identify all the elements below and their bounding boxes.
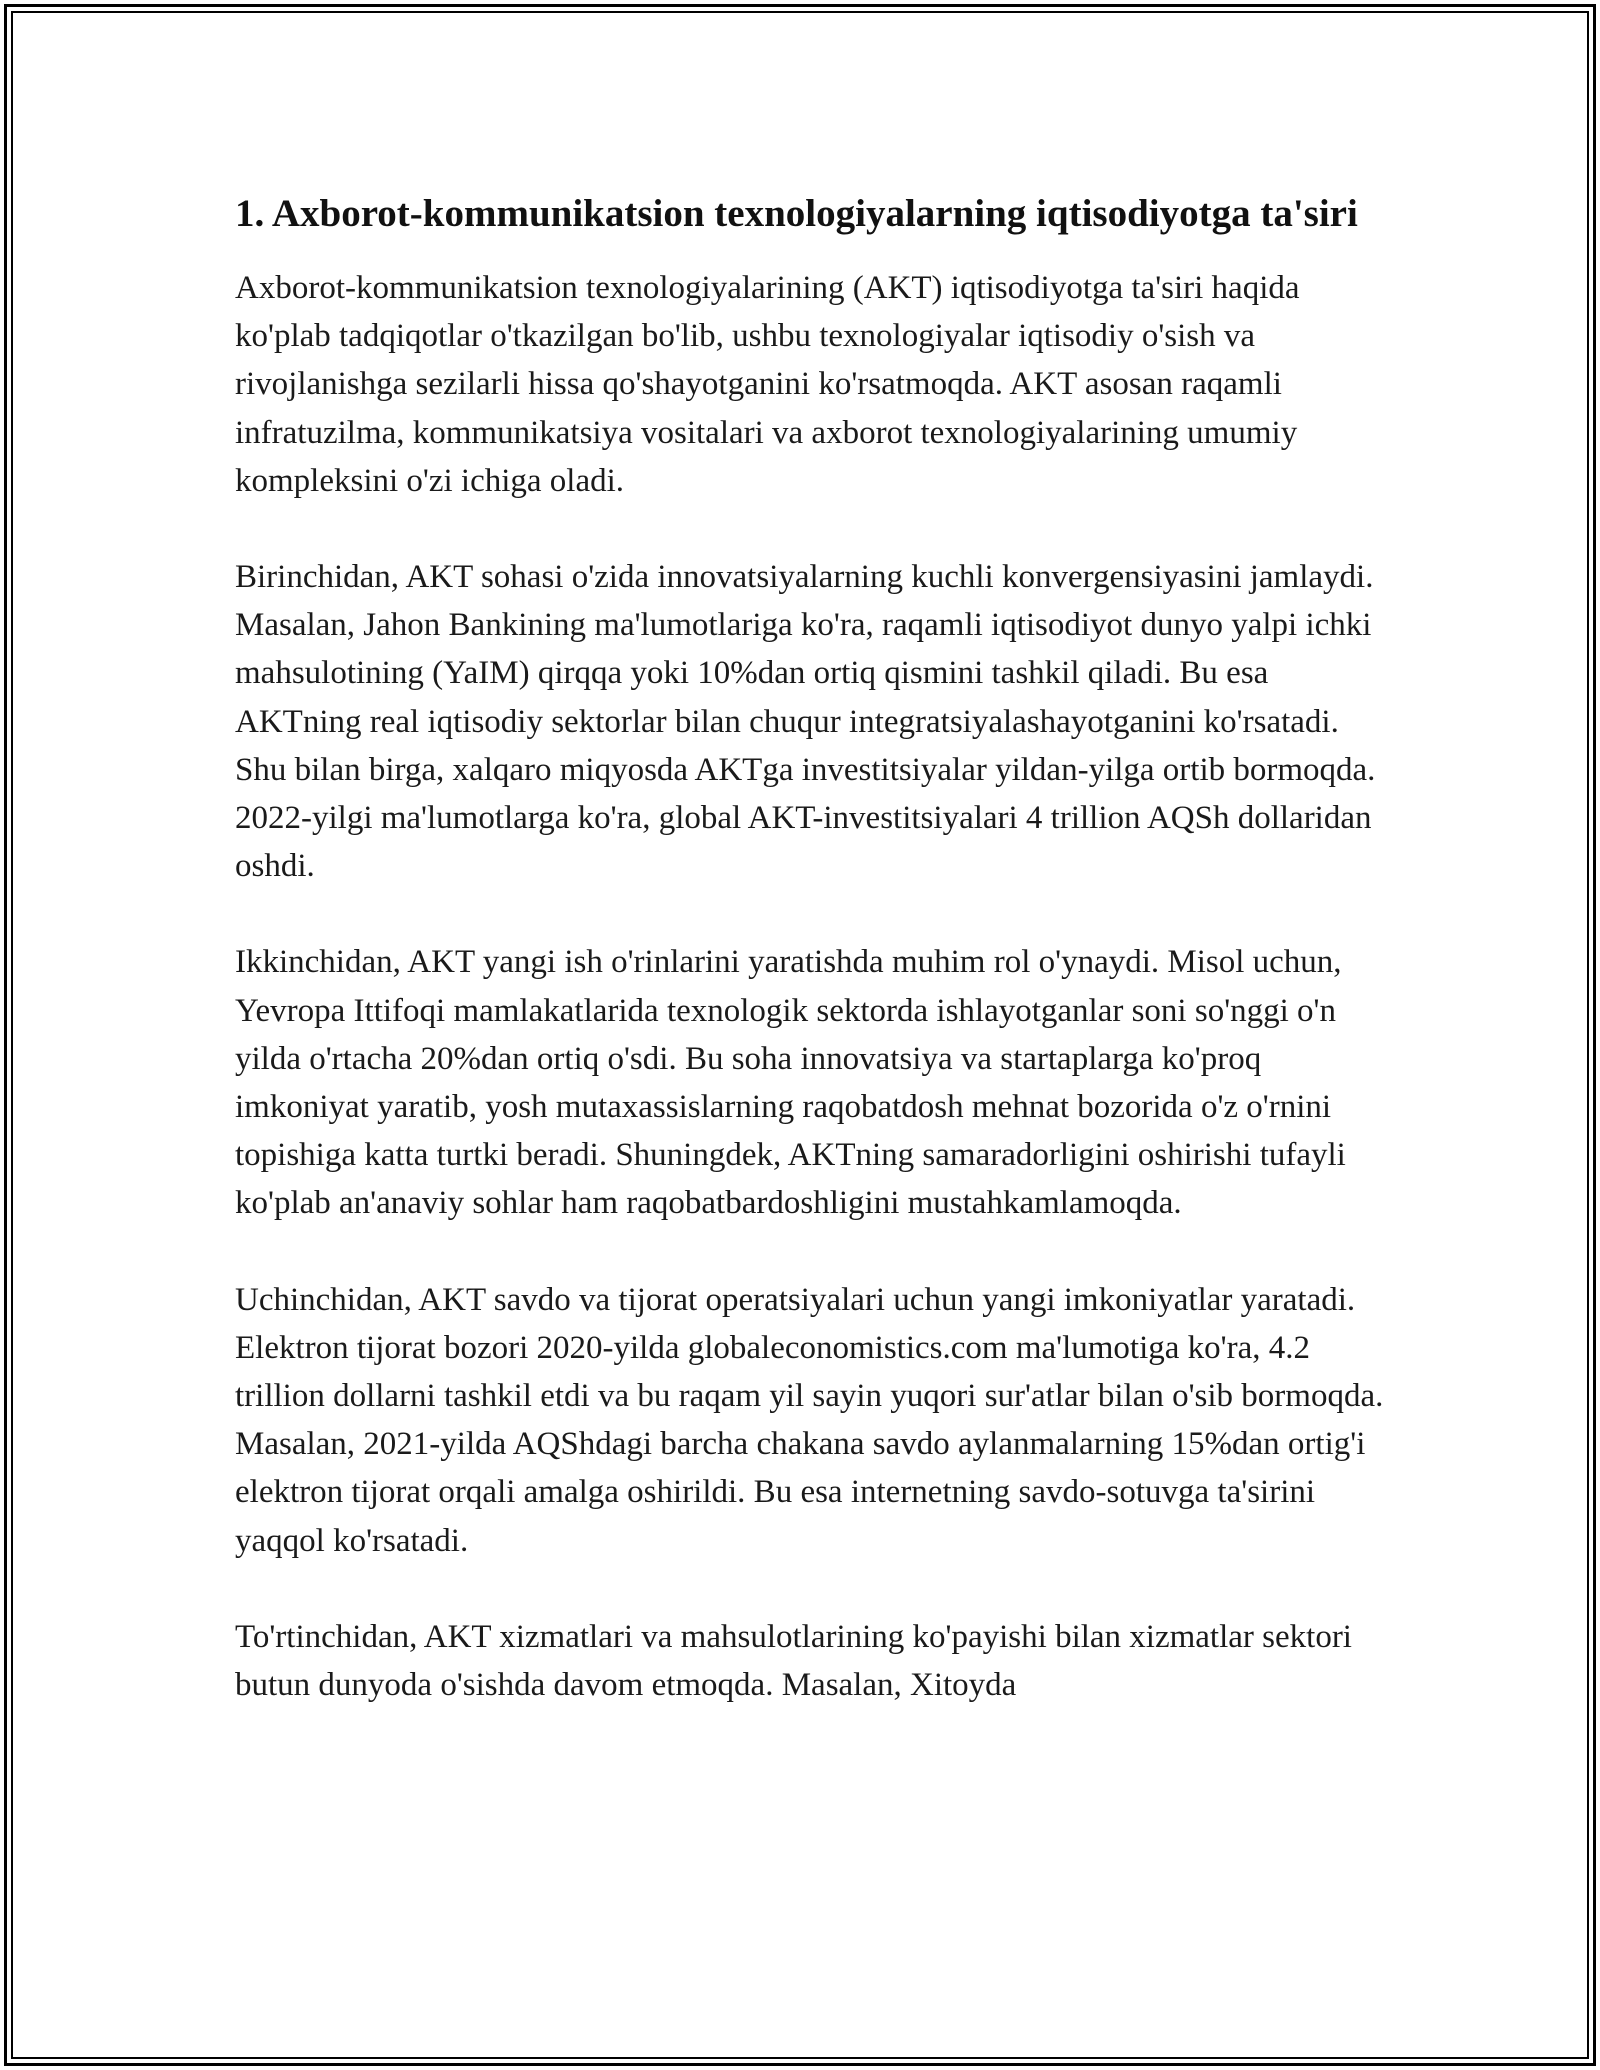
- paragraph-third-point: Uchinchidan, AKT savdo va tijorat operatsiyalari uchun yangi imkoniyatlar yaratadi. Elektron tijorat bozori 2020-yilda globaleconomistics.com ma'lumotiga ko'ra, 4.2 trillion dollarni tashkil etdi va bu raqam yil sayin yuqori sur'atlar bilan o'sib bormoqda. Masalan, 2021-yilda AQShdagi barcha chakana savdo aylanmalarning 15%dan ortig'i elektron tijorat orqali amalga oshirildi. Bu esa internetning savdo-sotuvga ta'sirini yaqqol ko'rsatadi.: [235, 1281, 1384, 1559]
- paragraph-first-point: Birinchidan, AKT sohasi o'zida innovatsiyalarning kuchli konvergensiyasini jamlaydi. Masalan, Jahon Bankining ma'lumotlariga ko'ra, raqamli iqtisodiyot dunyo yalpi ichki mahsulotining (YaIM) qirqqa yoki 10%dan ortiq qismini tashkil qiladi. Bu esa AKTning real iqtisodiy sektorlar bilan chuqur integratsiyalashayotganini ko'rsatadi. Shu bilan birga, xalqaro miqyosda AKTga investitsiyalar yildan-yilga ortib bormoqda. 2022-yilgi ma'lumotlarga ko'ra, global AKT-investitsiyalari 4 trillion AQSh dollaridan oshdi.: [235, 559, 1376, 885]
- document-body: [235, 186, 1385, 1757]
- paragraph-fourth-point: To'rtinchidan, AKT xizmatlari va mahsulotlarining ko'payishi bilan xizmatlar sektori butun dunyoda o'sishda davom etmoqda. Masalan, Xitoyda: [235, 1618, 1352, 1704]
- paragraph-second-point: Ikkinchidan, AKT yangi ish o'rinlarini yaratishda muhim rol o'ynaydi. Misol uchun, Yevropa Ittifoqi mamlakatlarida texnologik sektorda ishlayotganlar soni so'nggi o'n yilda o'rtacha 20%dan ortiq o'sdi. Bu soha innovatsiya va startaplarga ko'proq imkoniyat yaratib, yosh mutaxassislarning raqobatdosh mehnat bozorida o'z o'rnini topishiga katta turtki beradi. Shuningdek, AKTning samaradorligini oshirishi tufayli ko'plab an'anaviy sohlar ham raqobatbardoshligini mustahkamlamoqda.: [235, 944, 1346, 1222]
- paragraph-intro: Axborot-kommunikatsion texnologiyalarining (AKT) iqtisodiyotga ta'siri haqida ko'plab tadqiqotlar o'tkazilgan bo'lib, ushbu texnologiyalar iqtisodiy o'sish va rivojlanishga sezilarli hissa qo'shayotganini ko'rsatmoqda. AKT asosan raqamli infratuzilma, kommunikatsiya vositalari va axborot texnologiyalarining umumiy kompleksini o'zi ichiga oladi.: [235, 270, 1300, 499]
- section-heading: 1. Axborot-kommunikatsion texnologiyalarning iqtisodiyotga ta'siri: [235, 192, 1358, 235]
